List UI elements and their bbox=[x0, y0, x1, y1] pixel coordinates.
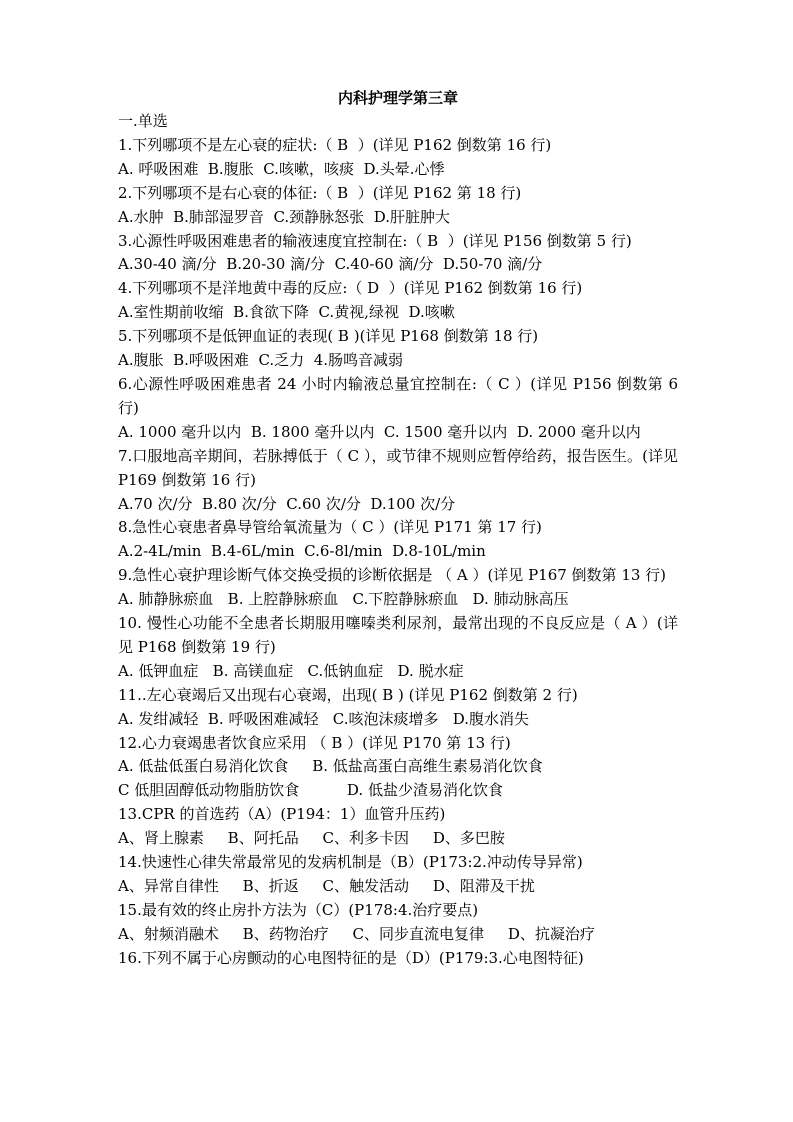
question-2: 2.下列哪项不是右心衰的体征:（ B ）(详见 P162 第 18 行) bbox=[118, 183, 522, 202]
question-4: 4.下列哪项不是洋地黄中毒的反应:（ D ）(详见 P162 倒数第 16 行) bbox=[118, 279, 583, 298]
options-7: A.70 次/分 B.80 次/分 C.60 次/分 D.100 次/分 bbox=[118, 494, 456, 513]
options-11: A. 发绀减轻 B. 呼吸困难减轻 C.咳泡沫痰增多 D.腹水消失 bbox=[118, 709, 530, 728]
options-15: A、射频消融术 B、药物治疗 C、同步直流电复律 D、抗凝治疗 bbox=[118, 924, 595, 943]
question-3: 3.心源性呼吸困难患者的输液速度宜控制在:（ B ）(详见 P156 倒数第 5 行) bbox=[118, 231, 632, 250]
options-9: A. 肺静脉瘀血 B. 上腔静脉瘀血 C.下腔静脉瘀血 D. 肺动脉高压 bbox=[118, 590, 569, 609]
question-7: 7.口服地高辛期间，若脉搏低于（ C ），或节律不规则应暂停给药，报告医生。(详见 P169 倒数第 16 行) bbox=[118, 446, 678, 489]
question-10: 10. 慢性心功能不全患者长期服用噻嗪类利尿剂，最常出现的不良反应是（ A ）(详见 P168 倒数第 19 行) bbox=[118, 614, 678, 656]
question-9: 9.急性心衰护理诊断气体交换受损的诊断依据是 （ A ）(详见 P167 倒数第 13 行) bbox=[118, 566, 667, 585]
options-6: A. 1000 毫升以内 B. 1800 毫升以内 C. 1500 毫升以内 D. 2000 毫升以内 bbox=[118, 422, 641, 441]
options-8: A.2-4L/min B.4-6L/min C.6-8l/min D.8-10L/min bbox=[118, 542, 486, 561]
document-page bbox=[118, 86, 678, 971]
document-title: 内科护理学第三章 bbox=[337, 89, 458, 107]
question-8: 8.急性心衰患者鼻导管给氧流量为（ C ）(详见 P171 第 17 行) bbox=[118, 518, 542, 537]
options-14: A、异常自律性 B、折返 C、触发活动 D、阻滞及干扰 bbox=[118, 877, 535, 895]
options-1: A. 呼吸困难 B.腹胀 C.咳嗽，咳痰 D.头晕.心悸 bbox=[118, 159, 445, 178]
question-6: 6.心源性呼吸困难患者 24 小时内输液总量宜控制在:（ C ）(详见 P156 倒数第 6 行) bbox=[118, 374, 678, 417]
question-15: 15.最有效的终止房扑方法为（C）(P178:4.治疗要点) bbox=[118, 900, 479, 919]
options-13: A、肾上腺素 B、阿托品 C、利多卡因 D、多巴胺 bbox=[118, 829, 505, 848]
question-11: 11..左心衰竭后又出现右心衰竭，出现( B ) (详见 P162 倒数第 2 行) bbox=[118, 685, 578, 704]
options-2: A.水肿 B.肺部湿罗音 C.颈静脉怒张 D.肝脏肿大 bbox=[118, 207, 450, 226]
question-12: 12.心力衰竭患者饮食应采用 （ B ）(详见 P170 第 13 行) bbox=[118, 733, 511, 752]
question-5: 5.下列哪项不是低钾血证的表现( B )(详见 P168 倒数第 18 行) bbox=[118, 327, 539, 346]
options-3: A.30-40 滴/分 B.20-30 滴/分 C.40-60 滴/分 D.50-70 滴/分 bbox=[118, 255, 543, 274]
question-16: 16.下列不属于心房颤动的心电图特征的是（D）(P179:3.心电图特征) bbox=[118, 948, 584, 967]
options-10: A. 低钾血症 B. 高镁血症 C.低钠血症 D. 脱水症 bbox=[118, 661, 464, 680]
options-4: A.室性期前收缩 B.食欲下降 C.黄视,绿视 D.咳嗽 bbox=[118, 303, 455, 322]
section-heading: 一.单选 bbox=[118, 112, 168, 130]
question-1: 1.下列哪项不是左心衰的症状:（ B ）(详见 P162 倒数第 16 行) bbox=[118, 135, 552, 154]
options-12b: C 低胆固醇低动物脂肪饮食 D. 低盐少渣易消化饮食 bbox=[118, 781, 503, 800]
options-5: A.腹胀 B.呼吸困难 C.乏力 4.肠鸣音减弱 bbox=[118, 351, 404, 370]
question-14: 14.快速性心律失常最常见的发病机制是（B）(P173:2.冲动传导异常) bbox=[118, 853, 583, 872]
options-12a: A. 低盐低蛋白易消化饮食 B. 低盐高蛋白高维生素易消化饮食 bbox=[118, 757, 543, 776]
question-13: 13.CPR 的首选药（A）(P194：1）血管升压药) bbox=[118, 805, 446, 824]
